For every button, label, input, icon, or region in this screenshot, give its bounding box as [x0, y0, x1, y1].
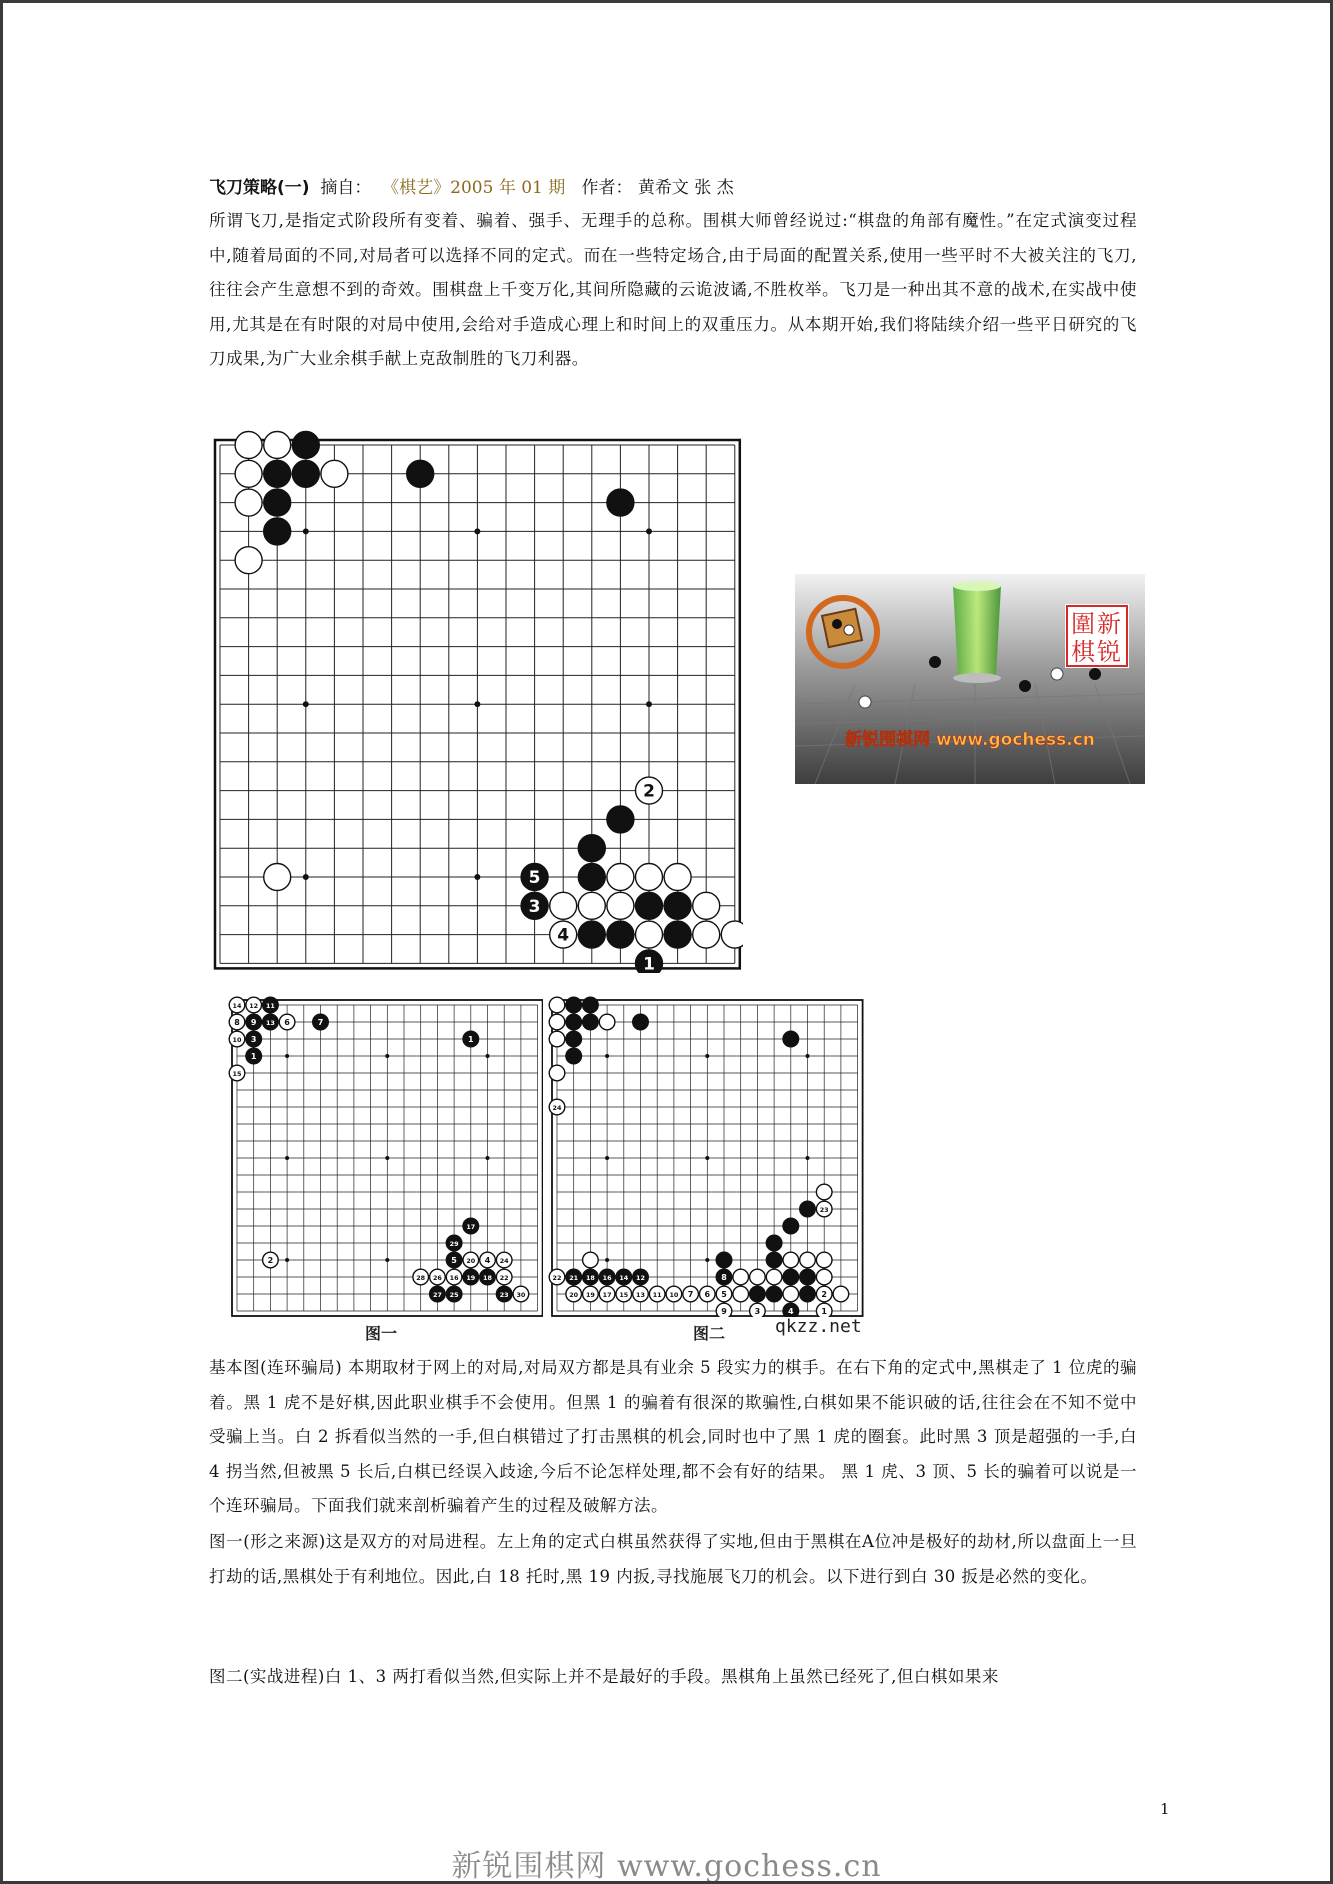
white-stone [264, 864, 291, 891]
figure-two-paragraph: 图二(实战进程)白 1、3 两打看似当然,但实际上并不是最好的手段。黑棋角上虽然已经死了,但白棋如果来 [209, 1667, 999, 1686]
black-stone [463, 1218, 479, 1234]
black-stone [800, 1201, 816, 1217]
black-stone [583, 1014, 599, 1030]
svg-text:2: 2 [643, 781, 655, 802]
black-stone [783, 1303, 799, 1317]
black-stone [264, 460, 291, 487]
black-stone [263, 1014, 279, 1030]
svg-text:11: 11 [265, 1001, 275, 1010]
figure-one-go-diagram [228, 995, 543, 1317]
white-stone [800, 1252, 816, 1268]
white-stone [463, 1252, 479, 1268]
svg-text:1: 1 [250, 1051, 257, 1061]
svg-text:24: 24 [552, 1103, 562, 1112]
white-stone [480, 1252, 496, 1268]
black-stone [607, 921, 634, 948]
black-stone [521, 892, 548, 919]
white-stone [816, 1286, 832, 1302]
green-tea-glass-icon [953, 581, 1001, 683]
svg-text:8: 8 [234, 1017, 240, 1027]
svg-text:28: 28 [416, 1273, 426, 1282]
footer-watermark: 新锐围棋网 www.gochess.cn [451, 1849, 882, 1881]
white-stone [549, 997, 565, 1013]
black-stone [578, 864, 605, 891]
svg-text:11: 11 [652, 1290, 662, 1299]
black-stone [463, 1031, 479, 1047]
white-stone [666, 1286, 682, 1302]
svg-text:3: 3 [250, 1034, 257, 1044]
svg-text:棋锐: 棋锐 [1071, 638, 1123, 666]
white-stone [700, 1286, 716, 1302]
black-stone [292, 432, 319, 459]
white-stone [607, 864, 634, 891]
white-stone [246, 997, 262, 1013]
svg-text:6: 6 [704, 1289, 711, 1299]
black-stone [599, 1269, 615, 1285]
black-stone [607, 489, 634, 516]
white-stone [636, 921, 663, 948]
white-stone [496, 1269, 512, 1285]
svg-text:7: 7 [317, 1017, 324, 1027]
black-stone [246, 1014, 262, 1030]
svg-text:24: 24 [499, 1256, 509, 1265]
black-stone [246, 1031, 262, 1047]
svg-text:圍新: 圍新 [1071, 610, 1123, 638]
white-stone [583, 1286, 599, 1302]
svg-text:14: 14 [619, 1273, 629, 1282]
figure-one-paragraph: 图一(形之来源)这是双方的对局进程。左上角的定式白棋虽然获得了实地,但由于黑棋在A位冲是极好的劫材,所以盘面上一旦打劫的话,黑棋处于有利地位。因此,白 18 托时,黑 19 内扳,寻找施展飞刀的机会。以下进行到白 30 扳是必然的变化。 [209, 1532, 1137, 1586]
svg-text:27: 27 [432, 1290, 442, 1299]
black-stone [616, 1269, 632, 1285]
white-stone [235, 489, 262, 516]
svg-text:5: 5 [528, 868, 541, 889]
white-stone [721, 921, 743, 948]
svg-text:19: 19 [466, 1273, 476, 1282]
black-stone [783, 1269, 799, 1285]
black-stone [446, 1252, 462, 1268]
black-stone [264, 489, 291, 516]
svg-text:23: 23 [499, 1290, 509, 1299]
svg-text:17: 17 [466, 1222, 476, 1231]
white-stone [549, 1099, 565, 1115]
watermark-site: qkzz.net [775, 1316, 862, 1337]
black-stone [263, 997, 279, 1013]
white-stone [229, 1014, 245, 1030]
white-stone [549, 1269, 565, 1285]
white-stone [616, 1286, 632, 1302]
article-title: 飞刀策略(一) [209, 178, 310, 198]
black-stone [463, 1269, 479, 1285]
white-stone [229, 1065, 245, 1081]
black-stone [496, 1286, 512, 1302]
figure-two-caption: 图二 [693, 1324, 726, 1343]
author-label: 作者： [581, 178, 633, 198]
black-stone [264, 518, 291, 545]
svg-text:3: 3 [528, 896, 541, 917]
black-stone [521, 864, 548, 891]
white-stone [750, 1269, 766, 1285]
black-stone [636, 950, 663, 973]
black-stone [566, 1269, 582, 1285]
black-stone [783, 1218, 799, 1234]
svg-text:2: 2 [821, 1289, 827, 1299]
white-stone [766, 1269, 782, 1285]
banner-caption: 新锐围棋网 www.gochess.cn [845, 730, 1095, 750]
svg-text:13: 13 [636, 1290, 645, 1299]
black-stone [783, 1031, 799, 1047]
white-stone [446, 1269, 462, 1285]
svg-text:10: 10 [232, 1035, 242, 1044]
svg-text:16: 16 [449, 1273, 459, 1282]
white-stone [636, 864, 663, 891]
black-stone [716, 1269, 732, 1285]
black-stone [313, 1014, 329, 1030]
svg-text:2: 2 [267, 1255, 274, 1265]
black-stone [583, 997, 599, 1013]
white-stone [229, 997, 245, 1013]
svg-text:18: 18 [483, 1273, 492, 1282]
svg-text:4: 4 [484, 1255, 491, 1265]
white-stone [229, 1031, 245, 1047]
author-names: 黄希文 张 杰 [637, 178, 734, 198]
white-stone [783, 1286, 799, 1302]
black-stone [246, 1048, 262, 1064]
black-stone [800, 1286, 816, 1302]
svg-text:3: 3 [754, 1306, 761, 1316]
white-stone [263, 1252, 279, 1268]
black-stone [633, 1269, 649, 1285]
white-stone [549, 1065, 565, 1081]
black-stone [636, 892, 663, 919]
black-stone [766, 1286, 782, 1302]
black-stone [607, 806, 634, 833]
main-go-diagram [203, 428, 743, 973]
black-stone [446, 1235, 462, 1251]
white-stone [693, 892, 720, 919]
white-stone [550, 921, 577, 948]
page-number: 1 [1160, 1800, 1170, 1818]
basic-diagram-paragraph: 基本图(连环骗局) 本期取材于网上的对局,对局双方都是具有业余 5 段实力的棋手。在右下角的定式中,黑棋走了 1 位虎的骗着。黑 1 虎不是好棋,因此职业棋手不会使用。但黑 1 的骗着有很深的欺骗性,白棋如果不能识破的话,往往会在不知不觉中受骗上当。白 2 拆看似当然的一手,但白棋错过了打击黑棋的机会,同时也中了黑 1 虎的圈套。此时黑 3 顶是超强的一手,白 4 拐当然,但被黑 5 长后,白棋已经误入歧途,今后不论怎样处理,都不会有好的结果。 黑 1 虎、3 顶、5 长的骗着可以说是一个连环骗局。下面我们就来剖析骗着产生的过程及破解方法。 [209, 1358, 1137, 1515]
svg-text:12: 12 [636, 1273, 645, 1282]
white-stone [513, 1286, 529, 1302]
black-stone [750, 1286, 766, 1302]
white-stone [413, 1269, 429, 1285]
svg-text:13: 13 [265, 1018, 275, 1027]
black-stone [578, 921, 605, 948]
svg-text:16: 16 [602, 1273, 612, 1282]
svg-text:22: 22 [552, 1273, 562, 1282]
white-stone [496, 1252, 512, 1268]
black-stone [664, 921, 691, 948]
svg-text:9: 9 [250, 1017, 257, 1027]
white-stone [816, 1201, 832, 1217]
svg-text:9: 9 [721, 1306, 727, 1316]
white-stone [566, 1286, 582, 1302]
svg-text:18: 18 [585, 1273, 595, 1282]
white-stone [235, 460, 262, 487]
svg-text:5: 5 [451, 1255, 457, 1265]
white-stone [583, 1252, 599, 1268]
white-stone [664, 864, 691, 891]
white-stone [733, 1269, 749, 1285]
figure-one-caption: 图一 [365, 1324, 398, 1343]
white-stone [264, 432, 291, 459]
black-stone [800, 1269, 816, 1285]
black-stone [566, 997, 582, 1013]
black-stone [633, 1014, 649, 1030]
svg-text:12: 12 [249, 1001, 259, 1010]
svg-text:21: 21 [569, 1273, 579, 1282]
document-page [3, 3, 1330, 1881]
white-stone [750, 1303, 766, 1317]
svg-text:22: 22 [499, 1273, 509, 1282]
svg-text:1: 1 [821, 1306, 827, 1316]
svg-text:15: 15 [619, 1290, 629, 1299]
white-stone [716, 1286, 732, 1302]
white-stone [321, 460, 348, 487]
intro-paragraph: 所谓飞刀,是指定式阶段所有变着、骗着、强手、无理手的总称。围棋大师曾经说过:“棋盘的角部有魔性。”在定式演变过程中,随着局面的不同,对局者可以选择不同的定式。而在一些特定场合,由于局面的配置关系,使用一些平时不大被关注的飞刀,往往会产生意想不到的奇效。围棋盘上千变万化,其间所隐藏的云诡波谲,不胜枚举。飞刀是一种出其不意的战术,在实战中使用,尤其是在有时限的对局中使用,会给对手造成心理上和时间上的双重压力。从本期开始,我们将陆续介绍一些平日研究的飞刀成果,为广大业余棋手献上克敌制胜的飞刀利器。 [209, 211, 1137, 368]
black-stone [566, 1031, 582, 1047]
svg-text:6: 6 [284, 1017, 290, 1027]
svg-text:1: 1 [468, 1034, 474, 1044]
black-stone [407, 460, 434, 487]
black-stone [766, 1235, 782, 1251]
svg-text:17: 17 [602, 1290, 612, 1299]
svg-text:25: 25 [449, 1290, 459, 1299]
svg-text:19: 19 [585, 1290, 595, 1299]
white-stone [235, 432, 262, 459]
xinrui-seal-logo [1065, 604, 1129, 668]
black-stone [430, 1286, 446, 1302]
excerpt-label: 摘自： [320, 178, 372, 198]
black-stone [716, 1252, 732, 1268]
svg-text:7: 7 [687, 1289, 694, 1299]
white-stone [633, 1286, 649, 1302]
svg-text:26: 26 [432, 1273, 442, 1282]
svg-text:4: 4 [557, 925, 570, 946]
white-stone [550, 892, 577, 919]
white-stone [716, 1303, 732, 1317]
black-stone [292, 460, 319, 487]
svg-text:4: 4 [788, 1306, 794, 1316]
svg-text:8: 8 [721, 1272, 727, 1282]
white-stone [649, 1286, 665, 1302]
white-stone [599, 1014, 615, 1030]
site-banner [795, 574, 1145, 784]
figure-two-go-diagram [548, 995, 878, 1317]
white-stone [816, 1269, 832, 1285]
black-stone [578, 835, 605, 862]
svg-text:15: 15 [232, 1069, 242, 1078]
white-stone [683, 1286, 699, 1302]
white-stone [636, 777, 663, 804]
white-stone [599, 1286, 615, 1302]
white-stone [816, 1303, 832, 1317]
svg-text:20: 20 [569, 1290, 579, 1299]
white-stone [783, 1252, 799, 1268]
black-stone [566, 1014, 582, 1030]
white-stone [693, 921, 720, 948]
black-stone [480, 1269, 496, 1285]
black-stone [446, 1286, 462, 1302]
source-citation: 《棋艺》2005 年 01 期 [382, 178, 566, 198]
white-stone [833, 1286, 849, 1302]
white-stone [430, 1269, 446, 1285]
svg-text:14: 14 [232, 1001, 242, 1010]
black-stone [766, 1252, 782, 1268]
svg-text:29: 29 [449, 1239, 459, 1248]
black-stone [583, 1269, 599, 1285]
svg-text:20: 20 [466, 1256, 476, 1265]
svg-text:1: 1 [643, 954, 655, 973]
svg-text:23: 23 [819, 1205, 829, 1214]
white-stone [549, 1014, 565, 1030]
black-stone [664, 892, 691, 919]
svg-text:5: 5 [721, 1289, 727, 1299]
white-stone [733, 1286, 749, 1302]
black-stone [566, 1048, 582, 1064]
white-stone [816, 1252, 832, 1268]
white-stone [549, 1031, 565, 1047]
svg-text:30: 30 [516, 1290, 526, 1299]
article-header [209, 173, 734, 198]
white-stone [816, 1184, 832, 1200]
white-stone [607, 892, 634, 919]
white-stone [235, 547, 262, 574]
white-stone [578, 892, 605, 919]
white-stone [279, 1014, 295, 1030]
svg-text:10: 10 [669, 1290, 679, 1299]
